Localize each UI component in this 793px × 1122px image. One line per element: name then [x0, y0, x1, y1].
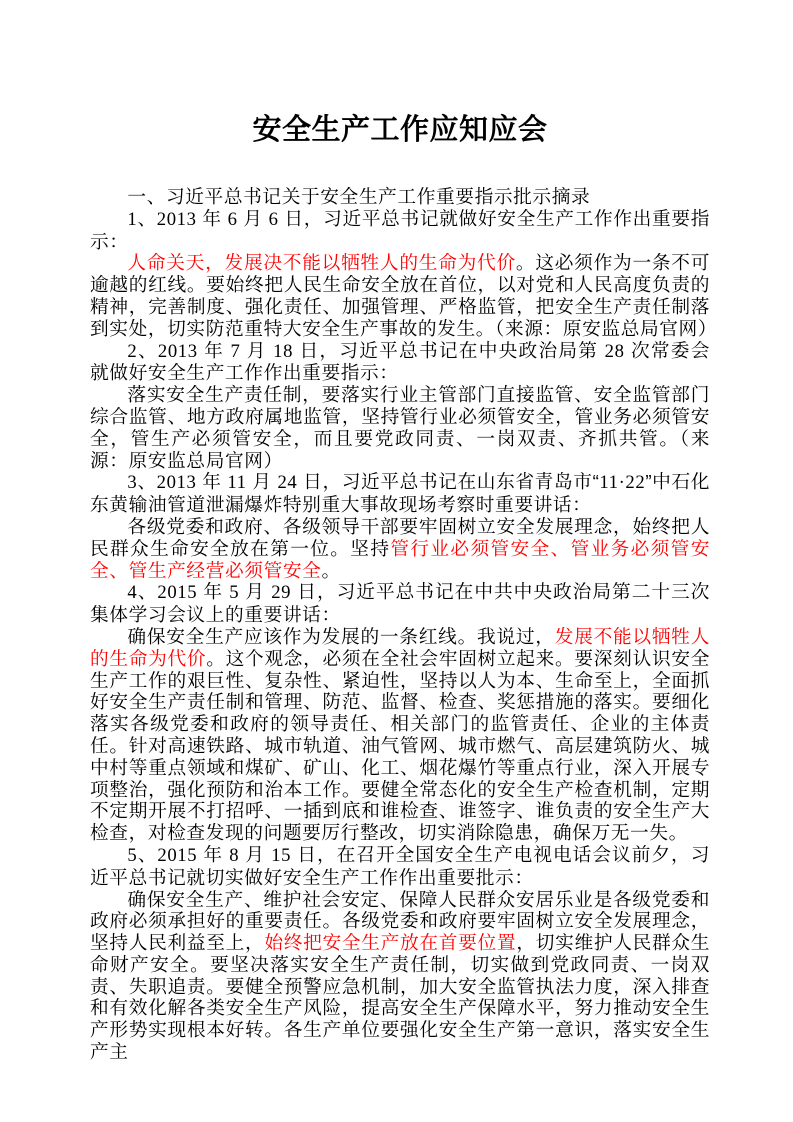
text-run: 一、习近平总书记关于安全生产工作重要指示批示摘录	[127, 186, 591, 207]
paragraph	[90, 471, 710, 516]
text-run: 落实安全生产责任制，要落实行业主管部门直接监管、安全监管部门综合监管、地方政府属地监管，坚持管行业必须管安全，管业务必须管安全，管生产必须管安全，而且要党政同责、一岗双责、齐抓共管。（来源：原安监总局官网）	[90, 384, 710, 471]
highlighted-text-run: 始终把安全生产放在首要位置	[264, 932, 517, 954]
text-run: 确保安全生产应该作为发展的一条红线。我说过，	[127, 625, 555, 647]
numeric-text: 2013	[157, 340, 198, 362]
document-title: 安全生产工作应知应会	[252, 114, 548, 146]
text-run: 确保安全生产、维护社会安定、保障人民群众安居乐业是各级党委和政府必须承担好的重要责任。各级党委和政府要牢固树立安全发展理念，坚持人民利益至上，	[90, 888, 710, 954]
numeric-text: 2015	[157, 582, 198, 604]
text-run: 各级党委和政府、各级领导干部要牢固树立安全发展理念，始终把人民群众生命安全放在第一位。坚持	[90, 515, 710, 559]
highlighted-text-run: 发展不能以牺牲人的生命为代价	[90, 625, 710, 669]
paragraph	[90, 844, 710, 889]
paragraph	[90, 516, 710, 581]
text-run: 3、2013 年 11 月 24 日，习近平总书记在山东省青岛市“11·22”中石化东黄输油管道泄漏爆炸特别重大事故现场考察时重要讲话：	[90, 471, 711, 516]
numeric-text: 5	[229, 582, 240, 604]
numeric-text: 2013	[156, 472, 197, 494]
text-run: 1、2013 年 6 月 6 日，习近平总书记就做好安全生产工作作出重要指示：	[90, 207, 711, 252]
paragraph	[90, 581, 710, 626]
paragraph	[90, 252, 718, 339]
numeric-text: 7	[230, 340, 241, 362]
numeric-text: 28	[604, 340, 625, 362]
numeric-text: 15	[271, 844, 292, 866]
numeric-text: 11·22	[599, 472, 646, 494]
text-run: 。这必须作为一条不可逾越的红线。要始终把人民生命安全放在首位，以对党和人民高度负责的精神，完善制度、强化责任、加强管理、严格监管，把安全生产责任制落到实处，切实防范重特大安全生产事故的发生。（来源：原安监总局官网）	[90, 252, 718, 339]
numeric-text: 4	[127, 582, 138, 604]
numeric-text: 6	[227, 208, 238, 230]
numeric-text: 24	[277, 472, 298, 494]
highlighted-text-run: 人命关天，发展决不能以牺牲人的生命为代价	[127, 252, 516, 274]
text-run: ，切实维护人民群众生命财产安全。要坚决落实安全生产责任制，切实做到党政同责、一岗双责、失职追责。要健全预警应急机制，加大安全监管执法力度，深入排查和有效化解各类安全生产风险，提高安全生产保障水平，努力推动安全生产形势实现根本好转。各生产单位要强化安全生产第一意识，落实安全生产主	[90, 932, 710, 1063]
numeric-text: 2013	[156, 208, 197, 230]
numeric-text: 11	[227, 472, 247, 494]
numeric-text: 3	[127, 472, 138, 494]
numeric-text: 8	[229, 844, 240, 866]
paragraph	[90, 889, 710, 1063]
highlighted-text-run: 管行业必须管安全、管业务必须管安全、管生产经营必须管安全	[90, 537, 710, 581]
numeric-text: 5	[127, 844, 138, 866]
text-run: 4、2015 年 5 月 29 日，习近平总书记在中共中央政治局第二十三次集体学习会议上的重要讲话：	[90, 581, 710, 626]
document-body	[90, 186, 718, 1063]
text-run: 。这个观念，必须在全社会牢固树立起来。要深刻认识安全生产工作的艰巨性、复杂性、紧迫性，坚持以人为本、生命至上，全面抓好安全生产责任制和管理、防范、监督、检查、奖惩措施的落实。要细化落实各级党委和政府的领导责任、相关部门的监管责任、企业的主体责任。针对高速铁路、城市轨道、油气管网、城市燃气、高层建筑防火、城中村等重点领域和煤矿、矿山、化工、烟花爆竹等重点行业，深入开展专项整治，强化预防和治本工作。要健全常态化的安全生产检查机制，定期不定期开展不打招呼、一插到底和谁检查、谁签字、谁负责的安全生产大检查，对检查发现的问题要厉行整改，切实消除隐患，确保万无一失。	[90, 647, 710, 844]
numeric-text: 6	[268, 208, 279, 230]
numeric-text: 2015	[157, 844, 198, 866]
paragraph	[90, 340, 710, 385]
paragraph	[90, 626, 710, 844]
paragraph	[90, 208, 710, 253]
numeric-text: 2	[127, 340, 138, 362]
numeric-text: 18	[273, 340, 294, 362]
numeric-text: 1	[127, 208, 138, 230]
section-heading	[90, 186, 710, 208]
paragraph	[90, 384, 710, 471]
text-run: 。	[321, 559, 341, 581]
numeric-text: 29	[271, 582, 292, 604]
text-run: 5、2015 年 8 月 15 日，在召开全国安全生产电视电话会议前夕，习近平总书记就切实做好安全生产工作作出重要批示：	[90, 843, 710, 888]
text-run: 2、2013 年 7 月 18 日，习近平总书记在中央政治局第 28 次常委会就做好安全生产工作作出重要指示：	[90, 339, 710, 384]
